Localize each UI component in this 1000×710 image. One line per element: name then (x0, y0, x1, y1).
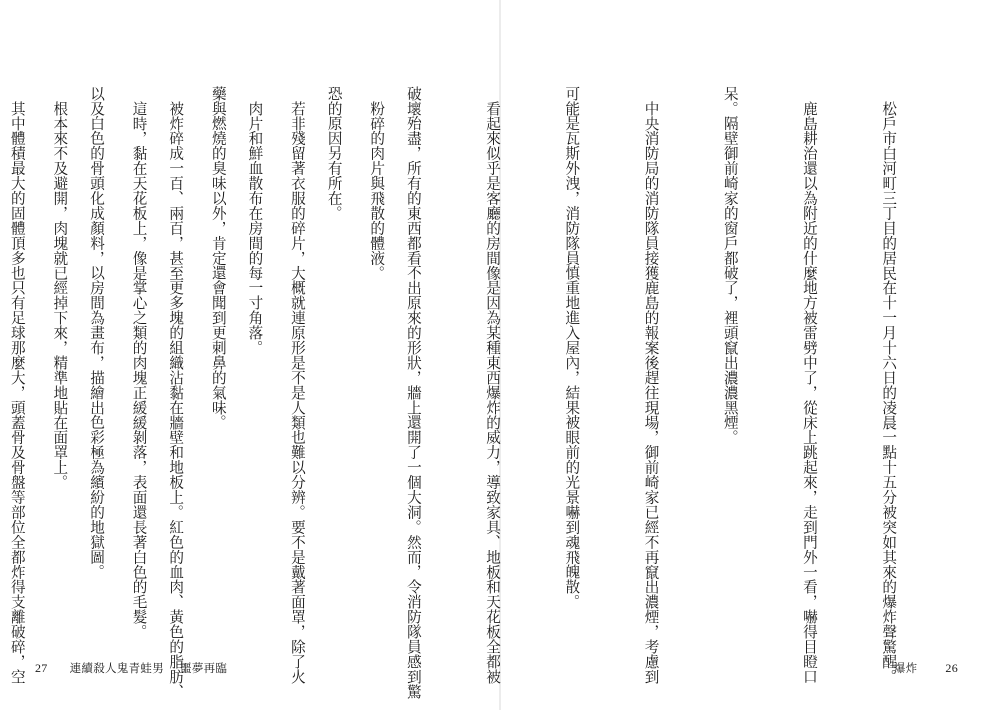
paragraph-line: 被炸碎成一百、兩百，甚至更多塊的組織沾黏在牆壁和地板上。紅色的血肉、黃色的脂肪、 (167, 100, 185, 699)
right-page-footer (894, 660, 958, 676)
paragraph-line: 恐的原因另有所在。 (325, 86, 343, 221)
book-title: 連續殺人鬼青蛙男 (69, 661, 165, 675)
paragraph-line: 粉碎的肉片與飛散的體液。 (368, 100, 386, 280)
paragraph-line: 其中體積最大的固體頂多也只有足球那麼大，頭蓋骨及骨盤等部位全都炸得支離破碎，空 (8, 100, 26, 684)
left-page-footer (35, 660, 227, 676)
paragraph-line: 肉片和鮮血散布在房間的每一寸角落。 (246, 100, 264, 355)
paragraph-line: 以及白色的骨頭化成顏料，以房間為畫布，描繪出色彩極為繽紛的地獄圖。 (88, 86, 105, 580)
section-title: 爆炸 (893, 661, 918, 675)
paragraph-line: 可能是瓦斯外洩，消防隊員慎重地進入屋內，結果被眼前的光景嚇到魂飛魄散。 (563, 86, 581, 610)
paragraph-line: 松戶市白河町三丁目的居民在十一月十六日的凌晨一點十五分被突如其來的爆炸聲驚醒。 (880, 100, 898, 684)
paragraph-line: 根本來不及避開，肉塊就已經掉下來，精準地貼在面罩上。 (51, 100, 69, 490)
paragraph-line: 藥與燃燒的臭味以外，肯定還會聞到更刺鼻的氣味。 (209, 86, 227, 430)
page-number: 27 (35, 661, 48, 675)
paragraph-line: 這時，黏在天花板上，像是掌心之類的肉塊正緩緩剝落，表面還長著白色的毛髮。 (130, 100, 148, 639)
paragraph-line: 呆。隔壁御前崎家的窗戶都破了，裡頭竄出濃濃黑煙。 (721, 86, 739, 445)
paragraph-line: 中央消防局的消防隊員接獲鹿島的報案後趕往現場，御前崎家已經不再竄出濃煙，考慮到 (642, 100, 660, 684)
paragraph-line: 破壞殆盡，所有的東西都看不出原來的形狀，牆上還開了一個大洞。然而，令消防隊員感到驚 (404, 86, 422, 699)
paragraph-line: 看起來似乎是客廳的房間像是因為某種東西爆炸的威力，導致家具、地板和天花板全都被 (484, 100, 502, 684)
page-number: 26 (945, 661, 958, 675)
paragraph-line: 鹿島耕治還以為附近的什麼地方被雷劈中了，從床上跳起來，走到門外一看，嚇得目瞪口 (800, 100, 818, 684)
chapter-title: 噩夢再臨 (180, 661, 228, 675)
paragraph-line: 若非殘留著衣服的碎片，大概就連原形是不是人類也難以分辨。要不是戴著面罩，除了火 (288, 100, 306, 684)
